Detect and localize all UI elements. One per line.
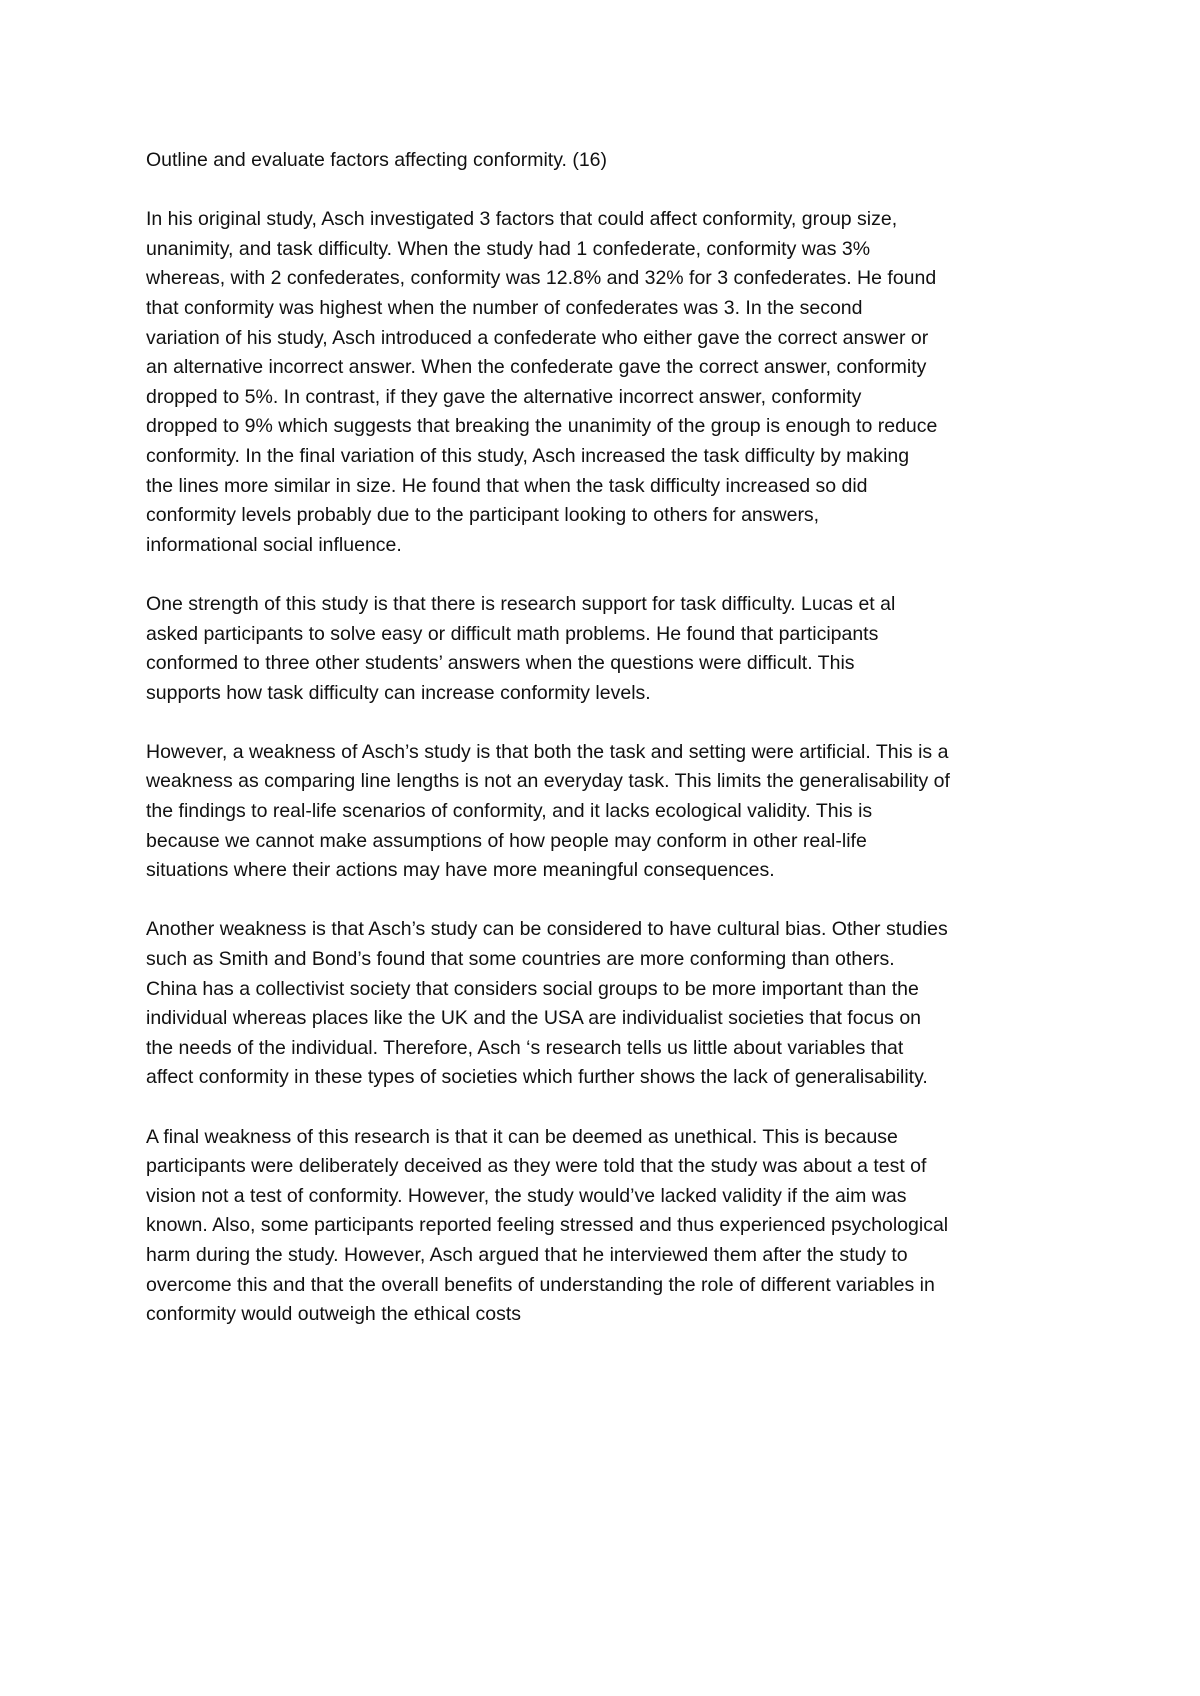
text-line: However, a weakness of Asch’s study is that both the task and setting were artificial. This is a <box>146 740 949 763</box>
text-line: vision not a test of conformity. However, the study would’ve lacked validity if the aim was <box>146 1184 907 1207</box>
text-line: In his original study, Asch investigated 3 factors that could affect conformity, group size, <box>146 208 898 231</box>
text-line: the lines more similar in size. He found that when the task difficulty increased so did <box>146 474 868 497</box>
text-line: conformed to three other students’ answers when the questions were difficult. This <box>146 652 855 675</box>
text-line: an alternative incorrect answer. When the confederate gave the correct answer, conformity <box>146 356 927 379</box>
text-line: conformity levels probably due to the participant looking to others for answers, <box>146 504 820 527</box>
text-line: the findings to real-life scenarios of conformity, and it lacks ecological validity. This is <box>146 800 873 823</box>
essay-title <box>146 146 1076 176</box>
text-line: participants were deliberately deceived as they were told that the study was about a test of <box>146 1155 927 1178</box>
text-line: whereas, with 2 confederates, conformity was 12.8% and 32% for 3 confederates. He found <box>146 267 937 290</box>
text-line: overcome this and that the overall benefits of understanding the role of different variables in <box>146 1273 935 1296</box>
text-line: individual whereas places like the UK and the USA are individualist societies that focus on <box>146 1007 922 1030</box>
text-line: One strength of this study is that there is research support for task difficulty. Lucas et al <box>146 592 896 615</box>
title-text: Outline and evaluate factors affecting conformity. (16) <box>146 149 608 171</box>
text-line: because we cannot make assumptions of how people may conform in other real-life <box>146 829 867 852</box>
text-line: weakness as comparing line lengths is not an everyday task. This limits the generalisability of <box>146 770 950 793</box>
text-line: situations where their actions may have more meaningful consequences. <box>146 859 775 882</box>
text-line: dropped to 9% which suggests that breaking the unanimity of the group is enough to reduce <box>146 415 938 438</box>
text-line: Another weakness is that Asch’s study can be considered to have cultural bias. Other studies <box>146 918 948 941</box>
paragraph <box>146 1123 1076 1330</box>
paragraph <box>146 738 1076 886</box>
text-line: conformity. In the final variation of this study, Asch increased the task difficulty by making <box>146 444 910 467</box>
paragraph <box>146 590 1076 708</box>
document-body <box>146 146 1076 1359</box>
paragraph-list <box>146 205 1076 1330</box>
text-line: A final weakness of this research is that it can be deemed as unethical. This is because <box>146 1125 898 1148</box>
text-line: the needs of the individual. Therefore, Asch ‘s research tells us little about variables that <box>146 1036 904 1059</box>
text-line: unanimity, and task difficulty. When the study had 1 confederate, conformity was 3% <box>146 237 871 260</box>
text-line: harm during the study. However, Asch argued that he interviewed them after the study to <box>146 1243 908 1266</box>
paragraph <box>146 915 1076 1093</box>
text-line: known. Also, some participants reported feeling stressed and thus experienced psychological <box>146 1214 949 1237</box>
text-line: dropped to 5%. In contrast, if they gave the alternative incorrect answer, conformity <box>146 385 862 408</box>
text-line: conformity would outweigh the ethical costs <box>146 1303 522 1326</box>
text-line: China has a collectivist society that considers social groups to be more important than the <box>146 977 919 1000</box>
text-line: informational social influence. <box>146 533 402 556</box>
text-line: asked participants to solve easy or difficult math problems. He found that participants <box>146 622 879 645</box>
text-line: such as Smith and Bond’s found that some countries are more conforming than others. <box>146 948 895 971</box>
text-line: affect conformity in these types of societies which further shows the lack of generalisability. <box>146 1066 928 1089</box>
text-line: supports how task difficulty can increase conformity levels. <box>146 681 651 704</box>
text-line: variation of his study, Asch introduced a confederate who either gave the correct answer or <box>146 326 929 349</box>
text-line: that conformity was highest when the number of confederates was 3. In the second <box>146 296 863 319</box>
paragraph <box>146 205 1076 560</box>
